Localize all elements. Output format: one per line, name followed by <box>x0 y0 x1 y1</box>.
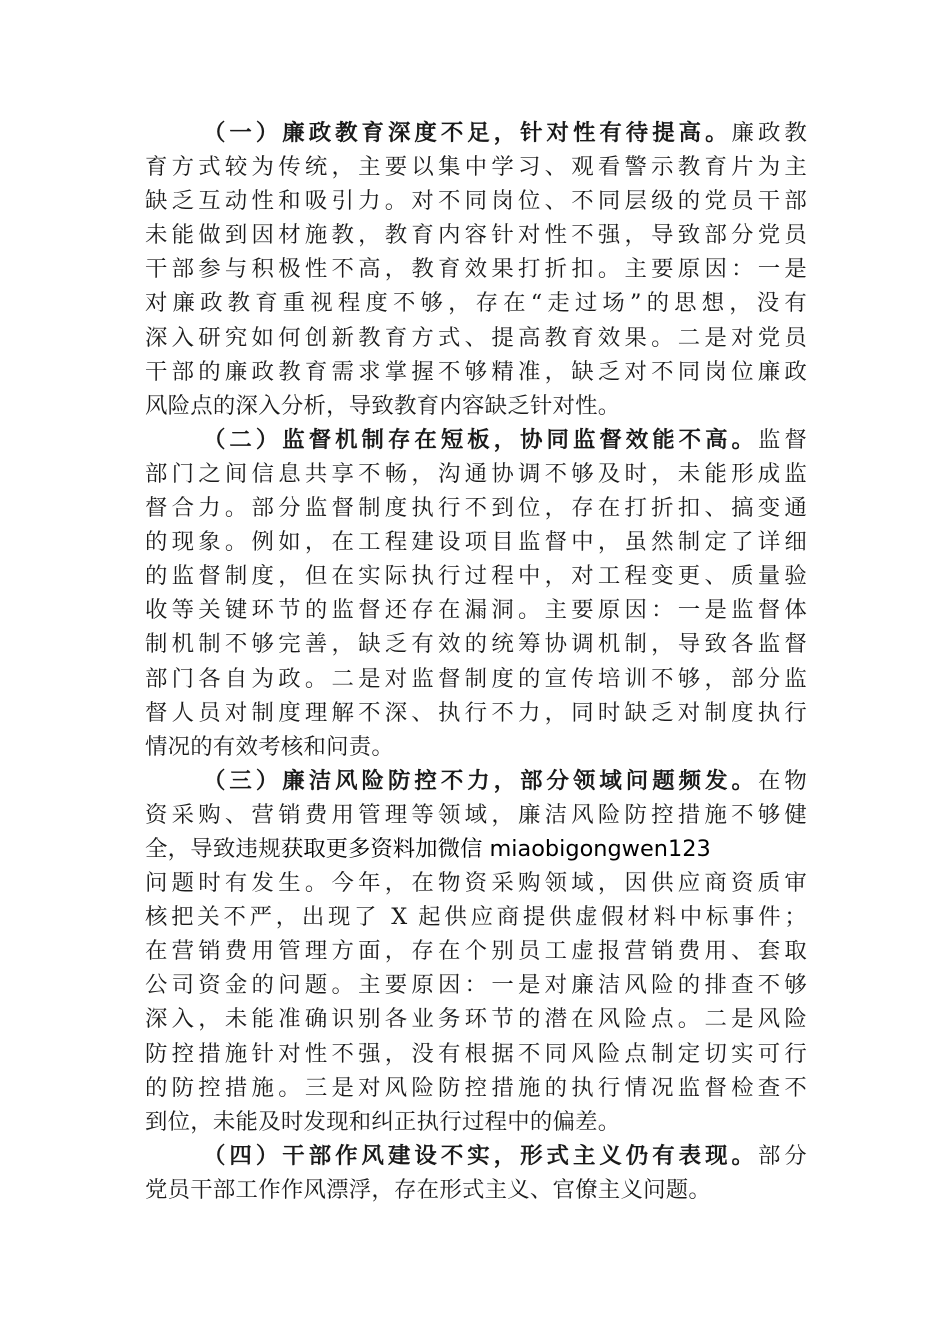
text-line: 督人员对制度理解不深、执行不力，同时缺乏对制度执行 <box>145 699 807 726</box>
text-line: 深入，未能准确识别各业务环节的潜在风险点。二是风险 <box>145 1006 807 1033</box>
text-line: 的监督制度，但在实际执行过程中，对工程变更、质量验 <box>145 563 807 590</box>
text-line: 资采购、营销费用管理等领域，廉洁风险防控措施不够健 <box>145 801 807 828</box>
text-line: 情况的有效考核和问责。 <box>145 733 395 760</box>
paragraph-2-line-1 <box>145 423 807 457</box>
text-line: 党员干部工作作风漂浮，存在形式主义、官僚主义问题。 <box>145 1176 712 1203</box>
paragraph-4-line-1 <box>145 1139 807 1173</box>
text-line: 育方式较为传统，主要以集中学习、观看警示教育片为主 <box>145 154 807 181</box>
text-line: 防控措施针对性不强，没有根据不同风险点制定切实可行 <box>145 1040 807 1067</box>
text-line: 的防控措施。三是对风险防控措施的执行情况监督检查不 <box>145 1074 807 1101</box>
paragraph-4-heading: （四）干部作风建设不实，形式主义仍有表现。 <box>203 1142 758 1169</box>
text-line: 收等关键环节的监督还存在漏洞。主要原因：一是监督体 <box>145 597 807 624</box>
paragraph-1-heading: （一）廉政教育深度不足，针对性有待提高。 <box>203 120 732 146</box>
text-line: 部门之间信息共享不畅，沟通协调不够及时，未能形成监 <box>145 460 807 487</box>
text-line: 督合力。部分监督制度执行不到位，存在打折扣、搞变通 <box>145 495 807 522</box>
text-line: 对廉政教育重视程度不够，存在“走过场”的思想，没有 <box>145 290 807 317</box>
text-line: 未能做到因材施教，教育内容针对性不强，导致部分党员 <box>145 222 807 249</box>
text-line: 问题时有发生。今年，在物资采购领域，因供应商资质审 <box>145 870 807 897</box>
text-line: 风险点的深入分析，导致教育内容缺乏针对性。 <box>145 392 621 419</box>
paragraph-2-first-rest: 监督 <box>757 426 808 453</box>
text-fragment: 全，导致违规 <box>145 835 281 862</box>
text-line: 核把关不严，出现了 X 起供应商提供虚假材料中标事件； <box>145 904 807 931</box>
paragraph-1-first-rest: 廉政教 <box>731 120 808 146</box>
text-line: 深入研究如何创新教育方式、提高教育效果。二是对党员 <box>145 324 807 351</box>
text-line: 在营销费用管理方面，存在个别员工虚报营销费用、套取 <box>145 938 807 965</box>
text-line: 到位，未能及时发现和纠正执行过程中的偏差。 <box>145 1108 621 1135</box>
paragraph-1-line-1 <box>145 116 807 150</box>
text-line: 干部的廉政教育需求掌握不够精准，缺乏对不同岗位廉政 <box>145 358 807 385</box>
paragraph-4-first-rest: 部分 <box>757 1142 808 1169</box>
text-line: 公司资金的问题。主要原因：一是对廉洁风险的排查不够 <box>145 972 807 999</box>
text-line: 部门各自为政。二是对监督制度的宣传培训不够，部分监 <box>145 665 807 692</box>
paragraph-3-line-1 <box>145 764 807 798</box>
paragraph-3-line-3 <box>145 832 807 866</box>
paragraph-3-heading: （三）廉洁风险防控不力，部分领域问题频发。 <box>203 767 758 794</box>
paragraph-3-first-rest: 在物 <box>757 767 808 794</box>
text-line: 制机制不够完善，缺乏有效的统筹协调机制，导致各监督 <box>145 631 807 658</box>
paragraph-2-heading: （二）监督机制存在短板，协同监督效能不高。 <box>203 426 758 453</box>
text-line: 干部参与积极性不高，教育效果打折扣。主要原因：一是 <box>145 256 807 283</box>
text-line: 的现象。例如，在工程建设项目监督中，虽然制定了详细 <box>145 529 807 556</box>
watermark-text: 获取更多资料加微信 miaobigongwen123 <box>280 835 711 862</box>
text-line: 缺乏互动性和吸引力。对不同岗位、不同层级的党员干部 <box>145 188 807 215</box>
document-page <box>145 116 807 1207</box>
